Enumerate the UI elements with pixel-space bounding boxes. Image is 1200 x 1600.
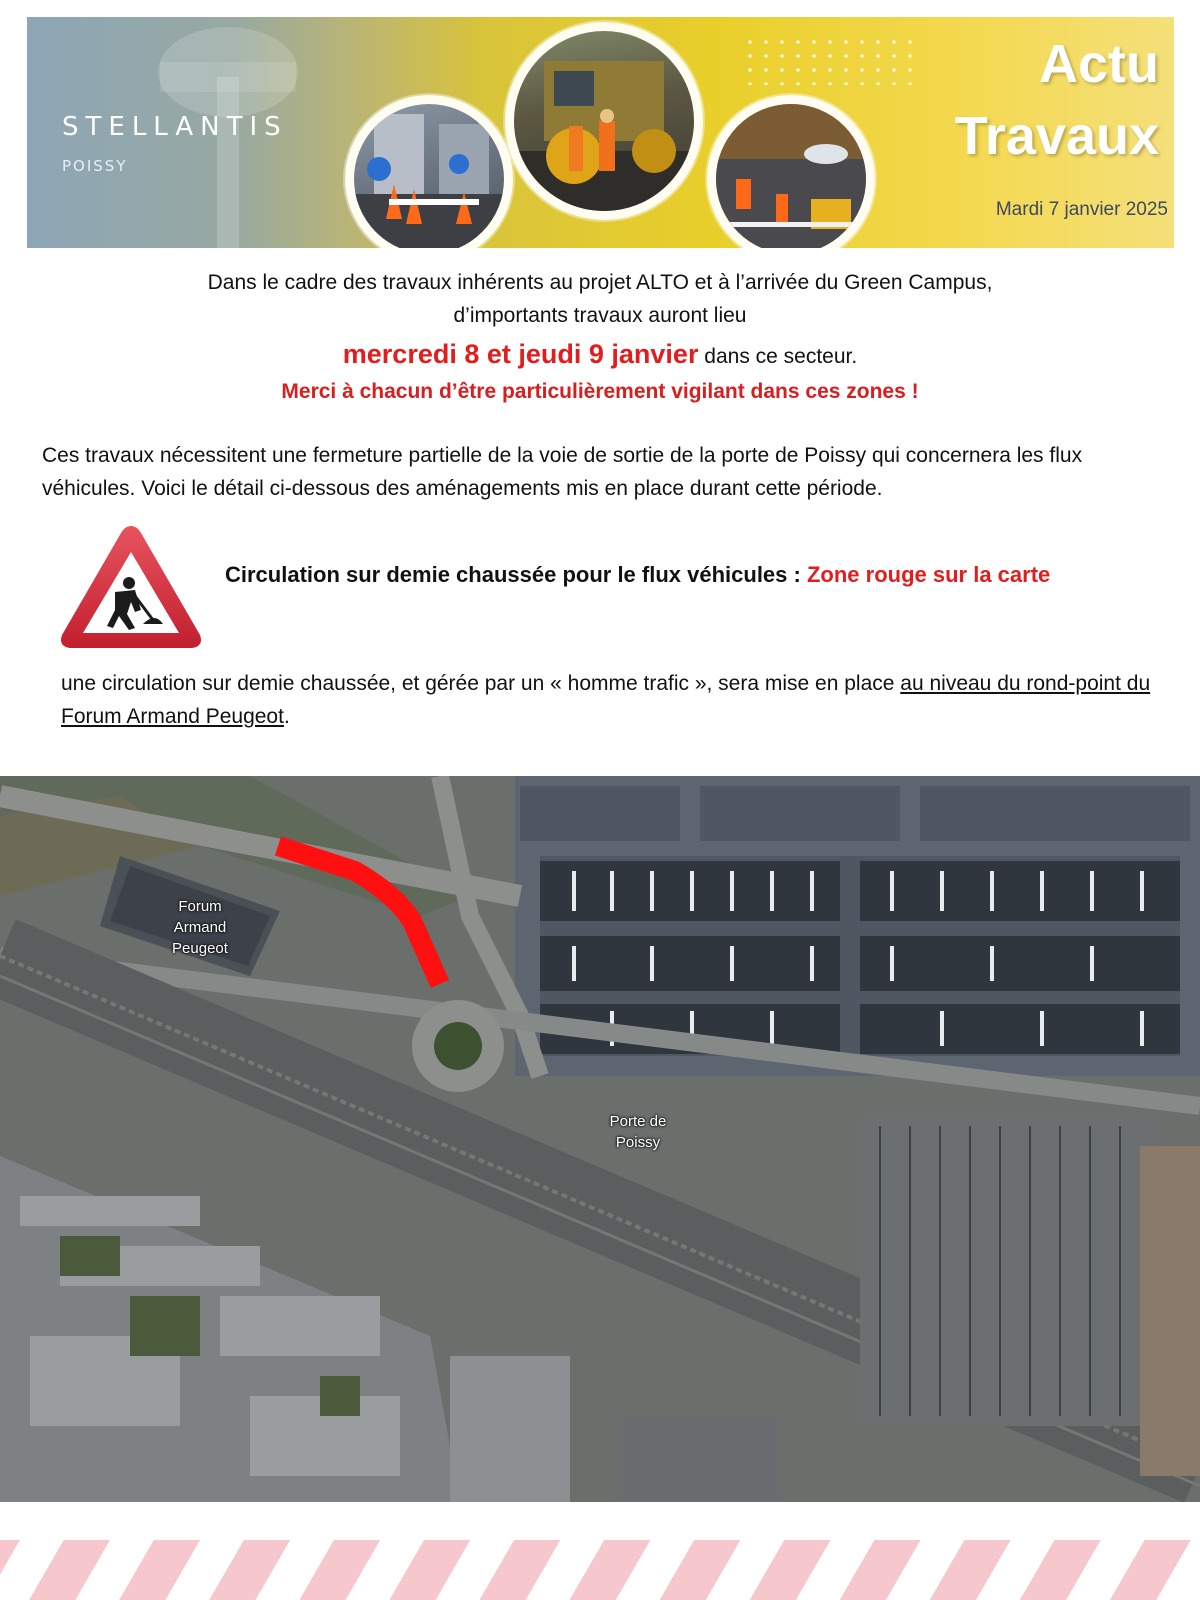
intro-dates — [0, 339, 1200, 370]
brand-logo: STELLANTIS — [62, 112, 288, 142]
description-paragraph — [61, 667, 1161, 733]
aerial-map — [0, 776, 1200, 1502]
vigilance-warning: Merci à chacun d’être particulièrement vigilant dans ces zones ! — [281, 380, 919, 403]
details-paragraph: Ces travaux nécessitent une fermeture partielle de la voie de sortie de la porte de Poissy qui concernera les flux véhicules. Voici le détail ci-dessous des aménagements mis en place durant cette période. — [42, 444, 1083, 500]
banner-title-travaux: Travaux — [954, 106, 1159, 166]
decorative-dots — [742, 35, 922, 85]
location-underlined: au niveau du rond-point du Forum Armand Peugeot — [61, 672, 1151, 728]
brand-site: POISSY — [62, 157, 128, 175]
circulation-label: Circulation sur demie chaussée pour le flux véhicules : — [225, 562, 807, 587]
roadworks-photo-road — [707, 95, 875, 248]
banner-title-actu: Actu — [1039, 34, 1159, 94]
publication-date: Mardi 7 janvier 2025 — [995, 199, 1168, 220]
roadworks-photo-cones — [345, 95, 513, 248]
header-banner — [27, 17, 1174, 248]
circulation-heading — [225, 562, 1050, 588]
map-label-forum: Forum Armand Peugeot — [172, 898, 228, 957]
description-text: une circulation sur demie chaussée, et gérée par un « homme trafic », sera mise en place — [61, 672, 901, 695]
description-end: . — [283, 705, 290, 728]
footer-stripes — [0, 1540, 1200, 1600]
map-label-porte: Porte de Poissy — [609, 1113, 667, 1151]
roadworks-photo-workers — [505, 22, 703, 220]
intro-line-1: Dans le cadre des travaux inhérents au projet ALTO et à l’arrivée du Green Campus, — [207, 271, 993, 294]
zone-indicator: Zone rouge sur la carte — [806, 562, 1051, 587]
dates-highlight: mercredi 8 et jeudi 9 janvier — [342, 339, 699, 369]
intro-line-2: d’importants travaux auront lieu — [453, 304, 747, 327]
roadworks-warning-icon — [57, 520, 205, 654]
dates-suffix: dans ce secteur. — [698, 345, 858, 368]
